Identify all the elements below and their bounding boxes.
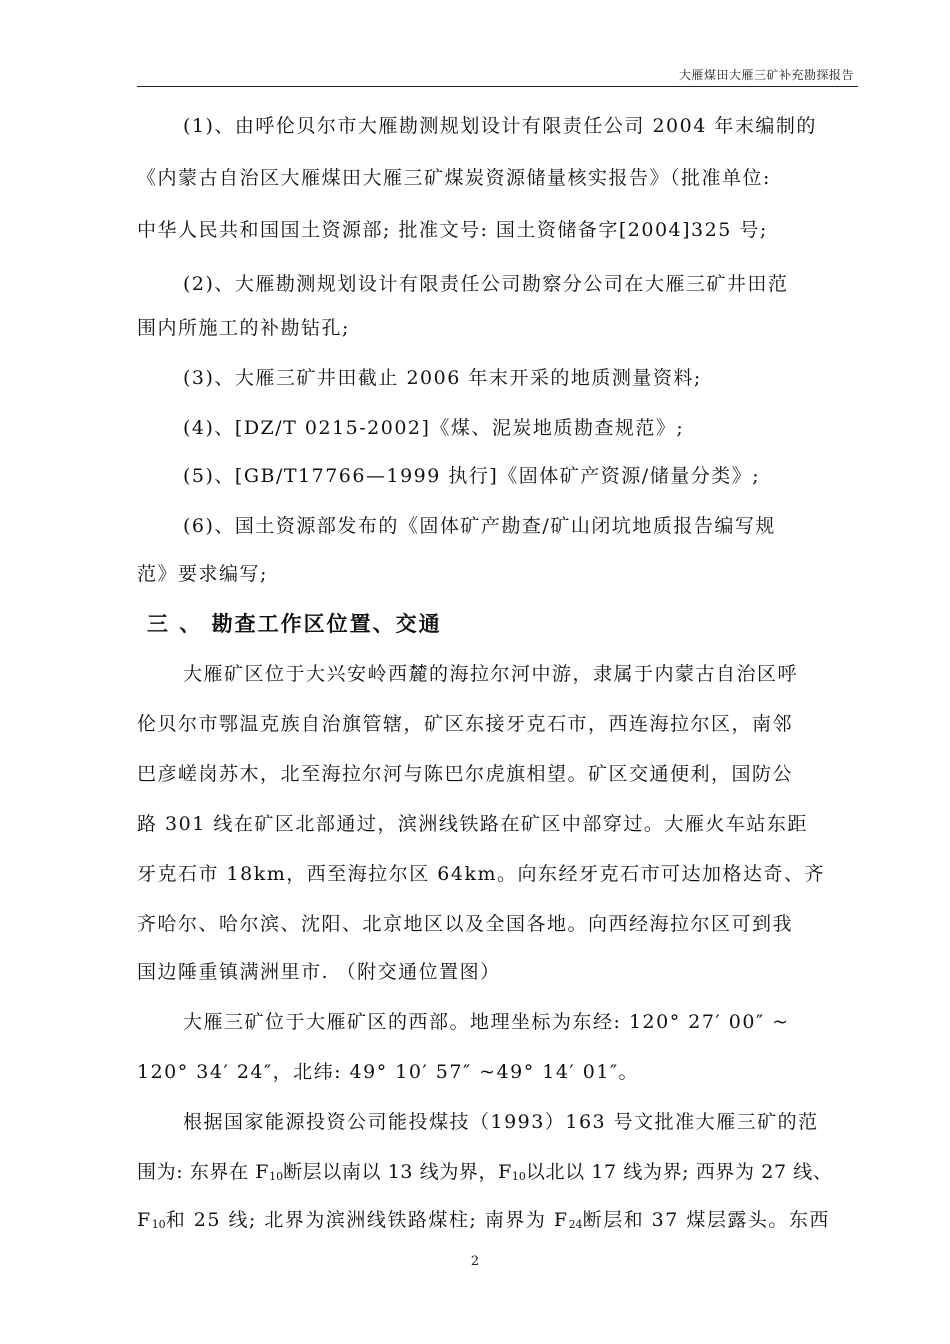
text-line: [137, 1208, 830, 1232]
text-run: F: [137, 1209, 152, 1231]
subscript: 24: [568, 1218, 583, 1231]
text-line: 巴彦嵯岗苏木，北至海拉尔河与陈巴尔虎旗相望。矿区交通便利，国防公: [137, 763, 794, 785]
page-number: 2: [470, 1254, 480, 1269]
text-run: 断层以南以 13 线为界，F: [283, 1161, 512, 1183]
text-line: 牙克石市 18km，西至海拉尔区 64km。向东经牙克石市可达加格达奇、齐: [137, 863, 825, 885]
text-line: 范》要求编写;: [137, 563, 268, 585]
text-line: (6)、国土资源部发布的《固体矿产勘查/矿山闭坑地质报告编写规: [183, 515, 776, 537]
text-line: (5)、[GB/T17766—1999 执行]《固体矿产资源/储量分类》;: [183, 465, 761, 487]
text-line: (1)、由呼伦贝尔市大雁勘测规划设计有限责任公司 2004 年末编制的: [183, 115, 817, 137]
text-line: (4)、[DZ/T 0215-2002]《煤、泥炭地质勘查规范》;: [183, 417, 685, 439]
text-line: 大雁矿区位于大兴安岭西麓的海拉尔河中游，隶属于内蒙古自治区呼: [183, 663, 799, 685]
text-run: 围为: 东界在 F: [137, 1161, 270, 1183]
text-line: 齐哈尔、哈尔滨、沈阳、北京地区以及全国各地。向西经海拉尔区可到我: [137, 913, 794, 935]
text-run: 和 25 线; 北界为滨洲线铁路煤柱; 南界为 F: [165, 1209, 569, 1231]
subscript: 10: [151, 1218, 166, 1231]
text-line: 中华人民共和国国土资源部; 批准文号: 国土资储备字[2004]325 号;: [137, 219, 768, 241]
text-line: 路 301 线在矿区北部通过，滨洲线铁路在矿区中部穿过。大雁火车站东距: [137, 813, 808, 835]
text-line: 120° 34′ 24″，北纬: 49° 10′ 57″ ~49° 14′ 01″。: [137, 1061, 640, 1083]
text-line: 国边陲重镇满洲里市. （附交通位置图）: [137, 961, 501, 983]
text-line: [137, 1160, 832, 1184]
section-heading: 三 、 勘查工作区位置、交通: [147, 612, 442, 636]
subscript: 10: [511, 1170, 526, 1183]
text-run: 以北以 17 线为界; 西界为 27 线、: [525, 1161, 833, 1183]
header-title: 大雁煤田大雁三矿补充勘探报告: [678, 68, 854, 82]
text-line: (3)、大雁三矿井田截止 2006 年末开采的地质测量资料;: [183, 367, 702, 389]
text-line: 大雁三矿位于大雁矿区的西部。地理坐标为东经: 120° 27′ 00″ ~: [183, 1011, 790, 1033]
text-run: 断层和 37 煤层露头。东西: [582, 1209, 830, 1231]
text-line: 《内蒙古自治区大雁煤田大雁三矿煤炭资源储量核实报告》（批准单位:: [137, 167, 771, 189]
text-line: (2)、大雁勘测规划设计有限责任公司勘察分公司在大雁三矿井田范: [183, 273, 789, 295]
text-line: 根据国家能源投资公司能投煤技（1993）163 号文批准大雁三矿的范: [183, 1111, 819, 1133]
subscript: 10: [269, 1170, 284, 1183]
text-line: 伦贝尔市鄂温克族自治旗管辖，矿区东接牙克石市，西连海拉尔区，南邻: [137, 713, 794, 735]
text-line: 围内所施工的补勘钻孔;: [137, 317, 350, 339]
page-header: [137, 60, 858, 87]
